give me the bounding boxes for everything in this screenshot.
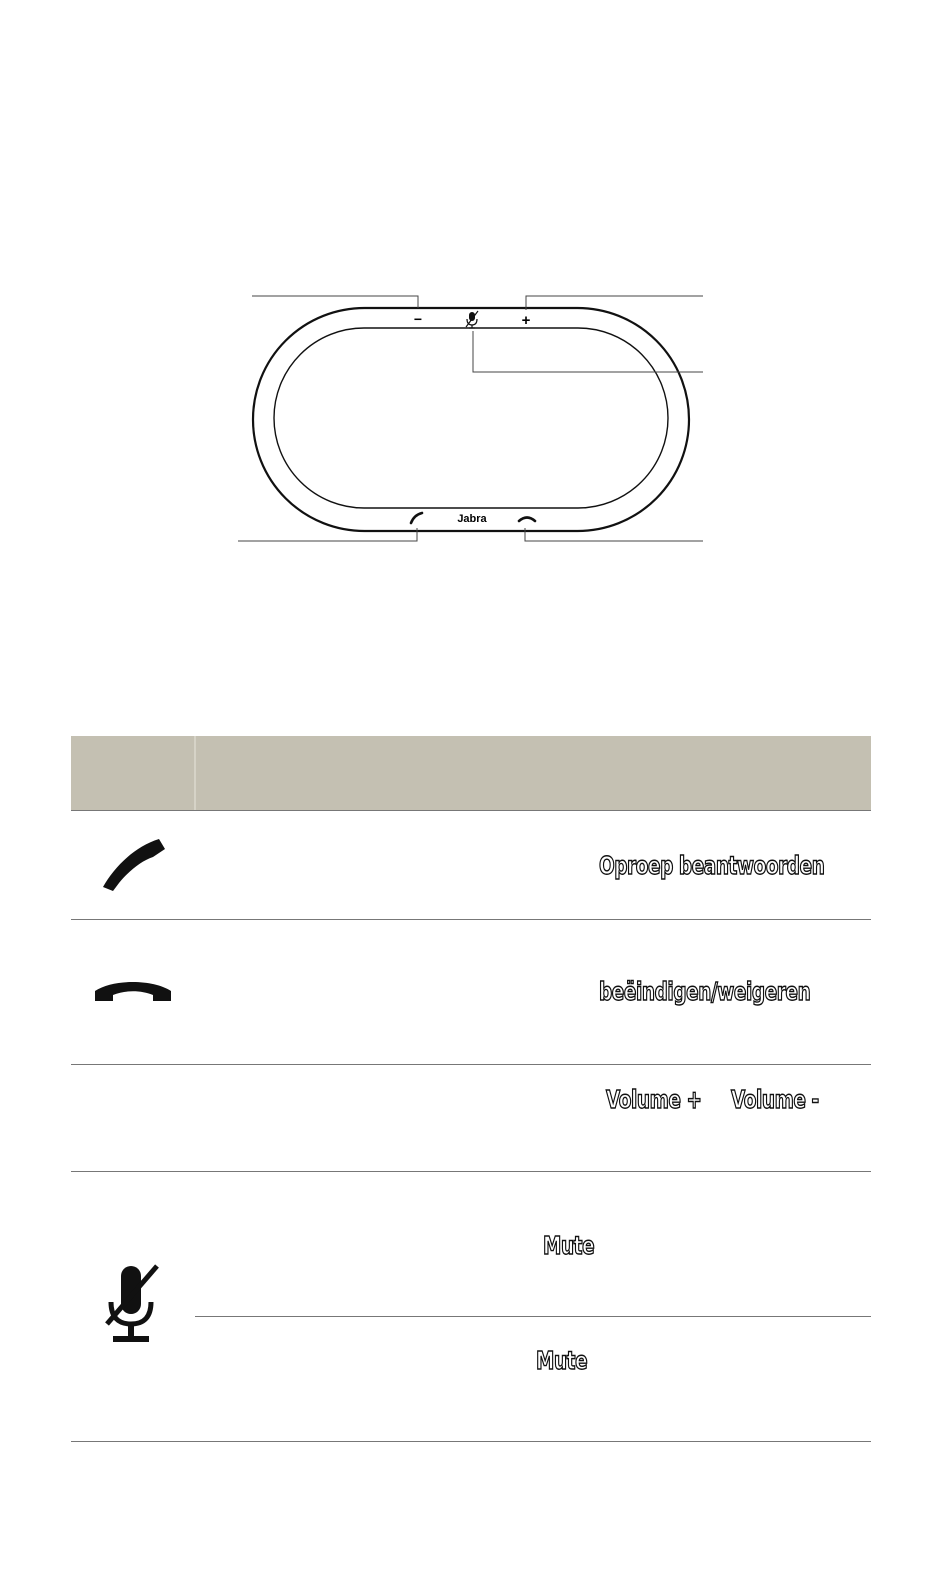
table-row (71, 1172, 871, 1442)
table-header (71, 736, 871, 811)
device-hangup-icon (519, 518, 535, 522)
device-outline-outer (253, 308, 689, 531)
header-divider (194, 736, 196, 810)
volume-minus-symbol: − (413, 311, 423, 327)
volume-plus-label: Volume + (606, 1085, 702, 1114)
end-reject-call-label: beëindigen/weigeren (599, 977, 811, 1006)
table-row (71, 1065, 871, 1172)
callout-volume-minus (252, 296, 418, 308)
icon-cell (71, 1065, 195, 1171)
mic-mute-icon (101, 1262, 165, 1352)
phone-hangup-icon (91, 977, 175, 1007)
volume-plus-symbol: + (521, 312, 531, 329)
sub-row-divider (195, 1316, 871, 1317)
volume-minus-label: Volume - (731, 1085, 819, 1114)
device-mute-icon (466, 311, 478, 328)
table-row (71, 811, 871, 920)
speakerphone-diagram (0, 0, 950, 620)
mute-label: Mute (543, 1231, 595, 1260)
icon-cell (71, 811, 195, 919)
brand-label: Jabra (457, 513, 487, 525)
device-outline-inner (274, 328, 668, 508)
icon-cell (71, 920, 195, 1064)
button-function-table (71, 736, 871, 1442)
phone-answer-icon (93, 833, 173, 897)
device-answer-icon (411, 513, 422, 523)
callout-mute (473, 331, 703, 372)
unmute-label: Mute (536, 1346, 588, 1375)
icon-cell (71, 1172, 195, 1441)
answer-call-label: Oproep beantwoorden (599, 851, 825, 880)
table-row (71, 920, 871, 1065)
